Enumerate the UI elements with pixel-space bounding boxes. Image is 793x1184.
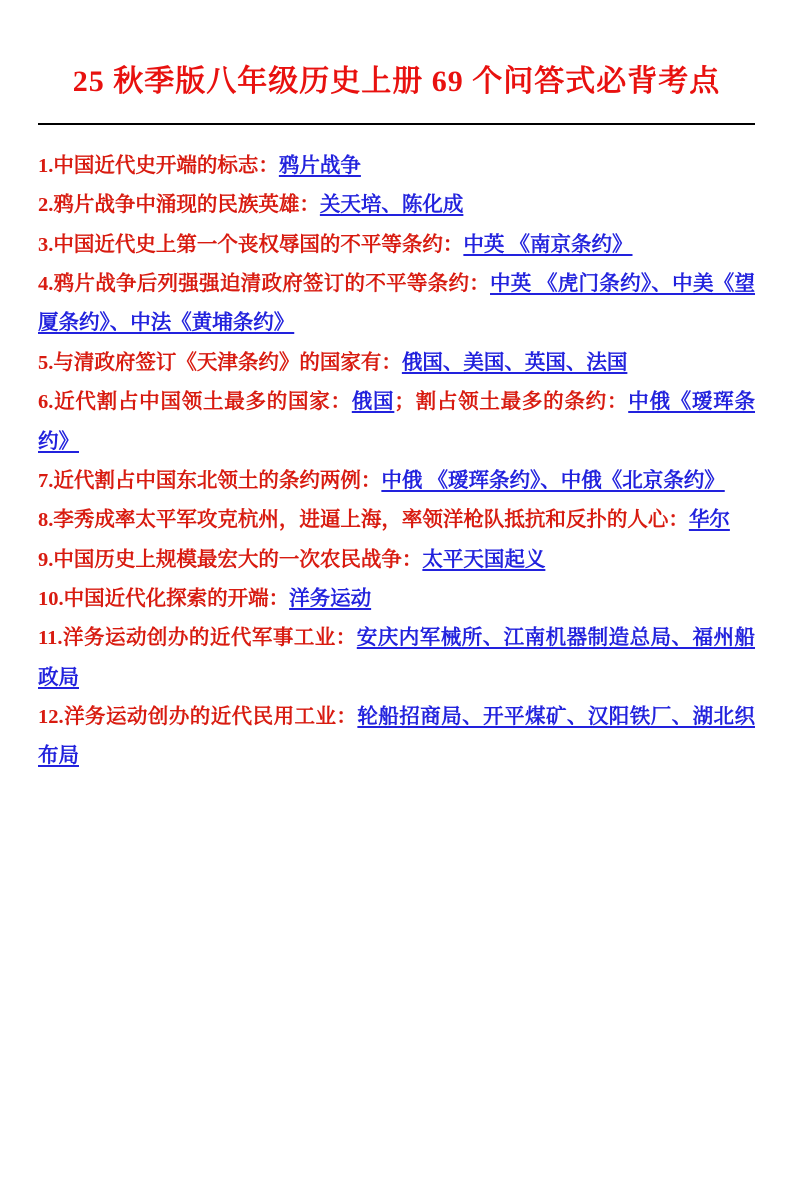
list-item (38, 580, 755, 619)
list-item (38, 265, 755, 344)
item-answer: 俄国、美国、英国、法国 (401, 351, 628, 374)
list-item (38, 619, 755, 698)
item-question: 中国近代史开端的标志： (53, 155, 279, 177)
list-item (38, 344, 755, 383)
item-number: 10. (38, 587, 64, 610)
item-question: 中国历史上规模最宏大的一次农民战争： (53, 548, 423, 571)
item-question: 与清政府签订《天津条约》的国家有： (53, 351, 402, 374)
item-answer-secondary: 中俄《瑷珲条约》 (38, 391, 756, 453)
list-item (38, 462, 755, 501)
list-item (38, 147, 755, 186)
item-question-secondary: ；割占领土最多的条约： (394, 391, 629, 414)
item-answer: 中英 《南京条约》 (463, 233, 633, 256)
item-answer: 太平天国起义 (422, 548, 546, 571)
item-number: 2. (38, 194, 54, 217)
item-number: 11. (38, 627, 63, 650)
item-number: 8. (38, 509, 54, 532)
item-question: 洋务运动创办的近代民用工业： (63, 706, 358, 729)
item-question: 李秀成率太平军攻克杭州，进逼上海，率领洋枪队抵抗和反扑的人心： (53, 509, 689, 532)
item-number: 4. (38, 273, 54, 296)
item-answer: 轮船招商局、开平煤矿、汉阳铁厂、湖北织布局 (38, 706, 756, 768)
item-number: 1. (38, 155, 54, 177)
item-question: 洋务运动创办的近代军事工业： (62, 627, 357, 650)
item-number: 12. (38, 706, 64, 729)
item-answer: 俄国 (351, 391, 395, 414)
item-answer: 安庆内军械所、江南机器制造总局、福州船政局 (38, 627, 756, 689)
document-page (0, 62, 793, 1184)
list-item (38, 698, 755, 777)
list-item (38, 383, 755, 462)
item-question: 近代割占中国东北领土的条约两例： (53, 469, 382, 492)
item-number: 7. (38, 469, 54, 492)
item-number: 3. (38, 233, 54, 256)
item-question: 中国近代化探索的开端： (63, 587, 290, 610)
item-question: 鸦片战争后列强强迫清政府签订的不平等条约： (53, 273, 491, 296)
item-answer: 关天培、陈化成 (319, 194, 464, 217)
item-question: 中国近代史上第一个丧权辱国的不平等条约： (53, 233, 464, 256)
item-answer: 中英 《虎门条约》、中美《望厦条约》、中法《黄埔条约》 (38, 273, 756, 335)
page-title: 25 秋季版八年级历史上册 69 个问答式必背考点 (72, 65, 721, 98)
item-question: 鸦片战争中涌现的民族英雄： (53, 194, 320, 217)
item-number: 6. (38, 391, 54, 414)
list-item (38, 226, 755, 265)
item-question: 近代割占中国领土最多的国家： (53, 391, 352, 414)
item-answer: 鸦片战争 (278, 155, 361, 177)
item-answer: 华尔 (688, 509, 730, 532)
qa-list (38, 147, 755, 777)
item-number: 5. (38, 351, 54, 374)
list-item (38, 186, 755, 225)
list-item (38, 501, 755, 540)
list-item (38, 541, 755, 580)
item-answer: 洋务运动 (289, 587, 372, 610)
item-answer: 中俄 《瑷珲条约》、中俄《北京条约》 (381, 469, 725, 492)
title-divider (38, 123, 755, 125)
item-number: 9. (38, 548, 54, 571)
